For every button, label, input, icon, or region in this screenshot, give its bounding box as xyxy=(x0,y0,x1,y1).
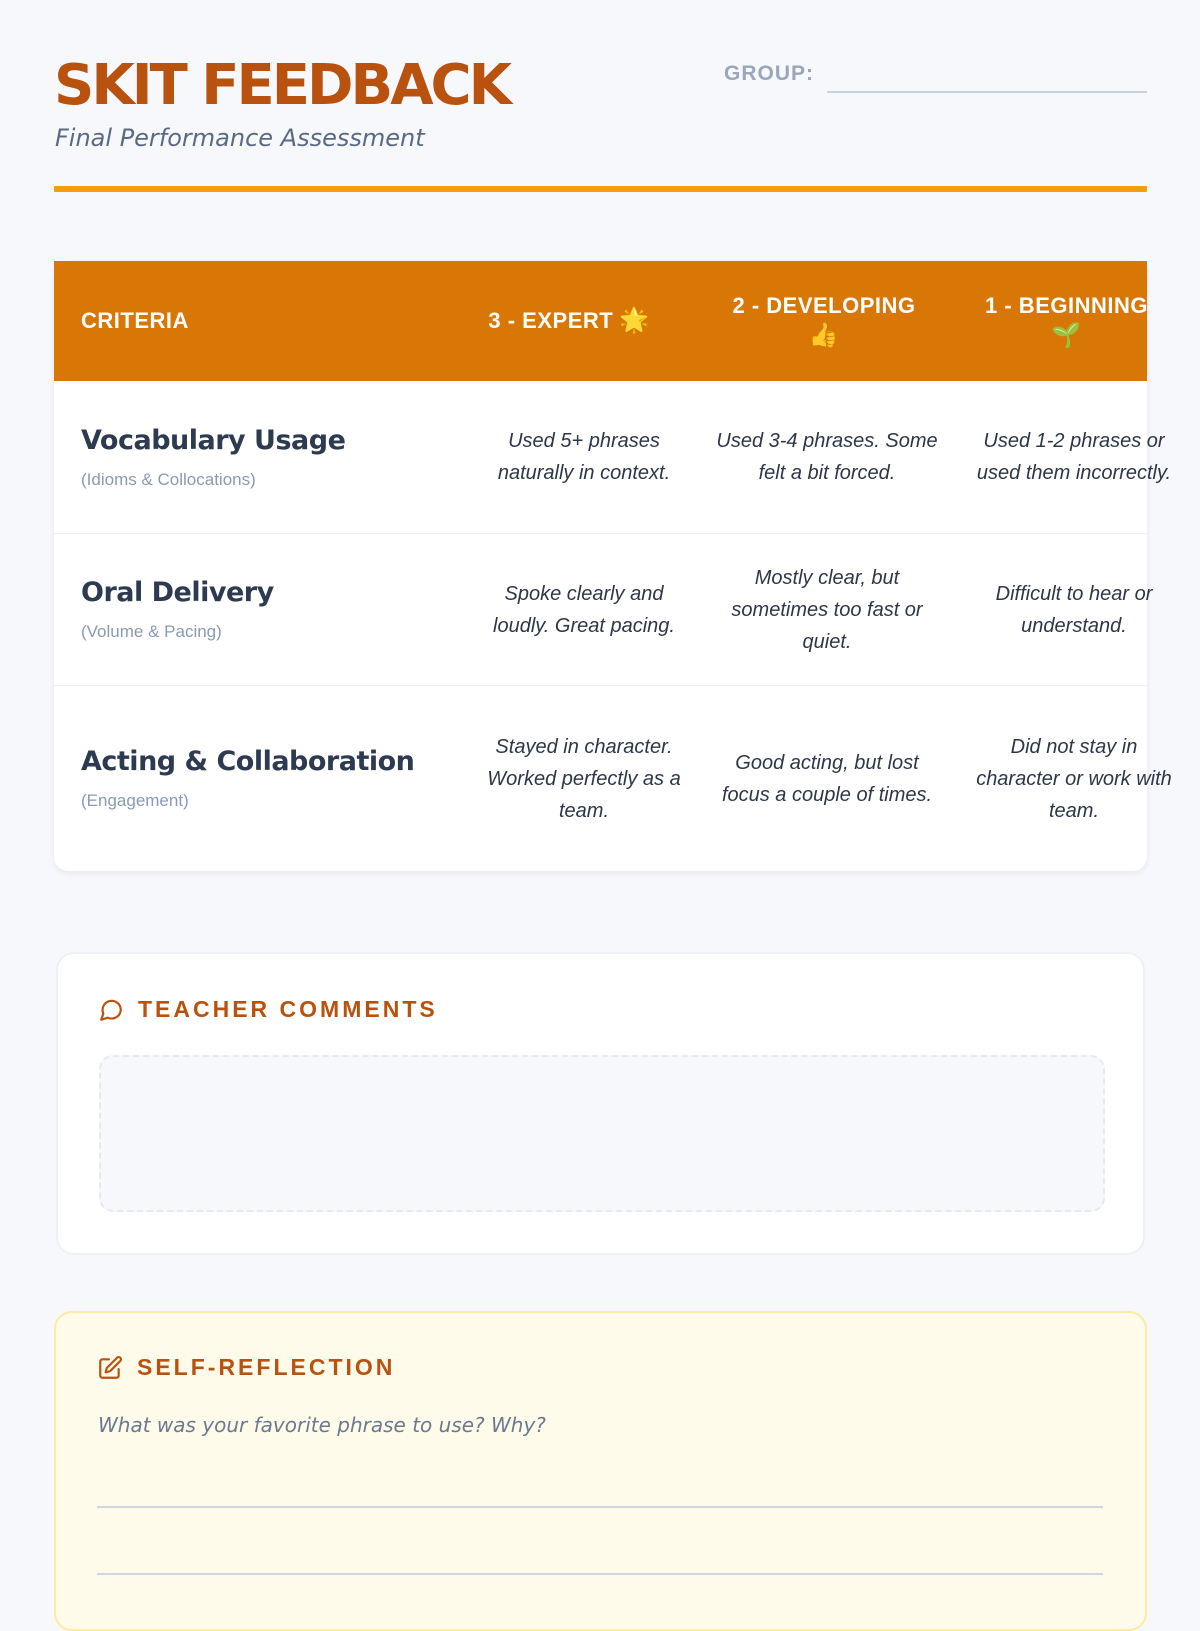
criterion-subtitle: (Idioms & Collocations) xyxy=(81,469,256,489)
page-subtitle: Final Performance Assessment xyxy=(55,124,425,152)
developing-descriptor: Used 3-4 phrases. Some felt a bit forced. xyxy=(716,430,938,484)
criterion-name: Oral Delivery xyxy=(81,577,274,608)
expert-descriptor: Stayed in character. Worked perfectly as a team. xyxy=(487,735,681,822)
self-reflection-card xyxy=(54,1311,1147,1631)
column-header-criteria xyxy=(81,261,381,381)
column-header-expert-label: 3 - EXPERT xyxy=(488,308,614,333)
column-header-beginning xyxy=(964,261,1169,381)
reflection-prompt: What was your favorite phrase to use? Why? xyxy=(98,1413,546,1437)
self-reflection-heading xyxy=(97,1354,395,1381)
teacher-comments-heading xyxy=(98,996,438,1023)
feedback-page xyxy=(54,0,1172,1600)
teacher-comments-title: TEACHER COMMENTS xyxy=(138,996,438,1022)
expert-descriptor: Spoke clearly and loudly. Great pacing. xyxy=(493,582,675,637)
beginning-descriptor: Used 1-2 phrases or used them incorrectly. xyxy=(976,430,1172,484)
beginning-descriptor: Did not stay in character or work with team. xyxy=(976,735,1172,822)
answer-line[interactable] xyxy=(97,1506,1103,1508)
expert-descriptor: Used 5+ phrases naturally in context. xyxy=(497,430,671,484)
header xyxy=(54,52,1147,192)
column-header-criteria-label: CRITERIA xyxy=(81,308,189,333)
speech-bubble-icon xyxy=(98,997,124,1023)
thumbs-up-icon: 👍 xyxy=(808,322,840,349)
criterion-cell xyxy=(81,686,421,871)
column-header-expert xyxy=(454,261,684,381)
self-reflection-title: SELF-REFLECTION xyxy=(137,1354,396,1380)
seedling-icon: 🌱 xyxy=(1051,322,1082,349)
teacher-comments-card xyxy=(56,952,1145,1255)
star-icon: 🌟 xyxy=(619,307,650,334)
header-divider xyxy=(54,186,1147,192)
criterion-name: Vocabulary Usage xyxy=(81,424,346,456)
rubric-table xyxy=(54,261,1172,871)
table-row xyxy=(54,686,1172,871)
criterion-cell xyxy=(81,381,421,533)
group-label: GROUP: xyxy=(724,62,814,85)
column-header-developing xyxy=(709,261,939,381)
column-header-developing-label: 2 - DEVELOPING xyxy=(732,293,916,318)
answer-line[interactable] xyxy=(97,1573,1103,1575)
table-row xyxy=(54,534,1153,686)
criterion-subtitle: (Engagement) xyxy=(81,791,189,810)
developing-descriptor: Mostly clear, but sometimes too fast or quiet. xyxy=(731,566,923,653)
page-title: SKIT FEEDBACK xyxy=(54,53,510,118)
edit-icon xyxy=(97,1355,123,1381)
table-row xyxy=(54,381,1172,534)
column-header-beginning-label: 1 - BEGINNING xyxy=(985,293,1148,318)
beginning-descriptor: Difficult to hear or understand. xyxy=(995,582,1153,637)
criterion-subtitle: (Volume & Pacing) xyxy=(81,622,222,641)
group-input-line[interactable] xyxy=(827,91,1147,93)
teacher-comments-box[interactable] xyxy=(99,1055,1105,1212)
criterion-name: Acting & Collaboration xyxy=(81,746,415,777)
developing-descriptor: Good acting, but lost focus a couple of times. xyxy=(721,751,933,806)
rubric-header-row xyxy=(54,261,1147,381)
criterion-cell xyxy=(81,534,421,685)
